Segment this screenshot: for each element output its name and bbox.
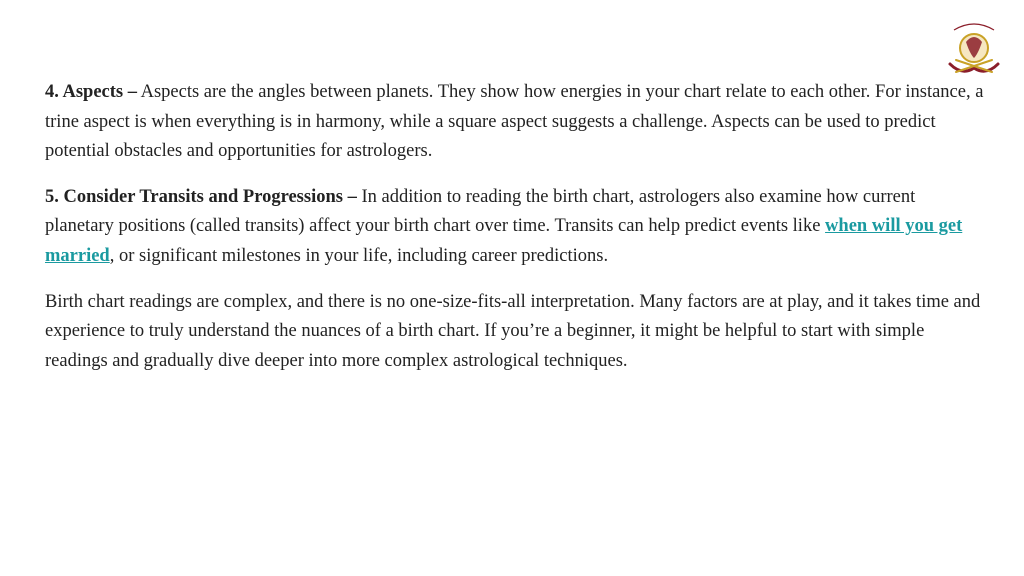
paragraph-transits [45,183,985,272]
heading-transits: 5. Consider Transits and Progressions – [45,186,357,207]
heading-aspects: 4. Aspects – [45,82,137,102]
text-transits-before: In addition to reading the birth chart, astrologers also examine how current planetary positions (called transits) affect your birth chart over time. Transits can help predict events like [45,186,916,237]
text-conclusion: Birth chart readings are complex, and there is no one-size-fits-all interpretation. Many factors are at play, and it takes time and experience to truly understand the nuances of a birth chart. If you’re a beginner, it might be helpful to start with simple readings and gradually dive deeper into more complex astrological techniques. [45,291,981,371]
text-aspects: Aspects are the angles between planets. They show how energies in your chart relate to each other. For instance, a trine aspect is when everything is in harmony, while a square aspect suggests a challenge. Aspects can be used to predict potential obstacles and opportunities for astrologers. [45,82,984,162]
paragraph-aspects [45,78,985,167]
brand-logo [942,14,1006,80]
brand-logo-icon [942,14,1006,80]
married-link[interactable]: when will you get married [45,216,963,266]
text-transits-after: , or significant milestones in your life, including career predictions. [109,245,609,266]
paragraph-conclusion [45,288,985,377]
article-content [45,78,985,392]
